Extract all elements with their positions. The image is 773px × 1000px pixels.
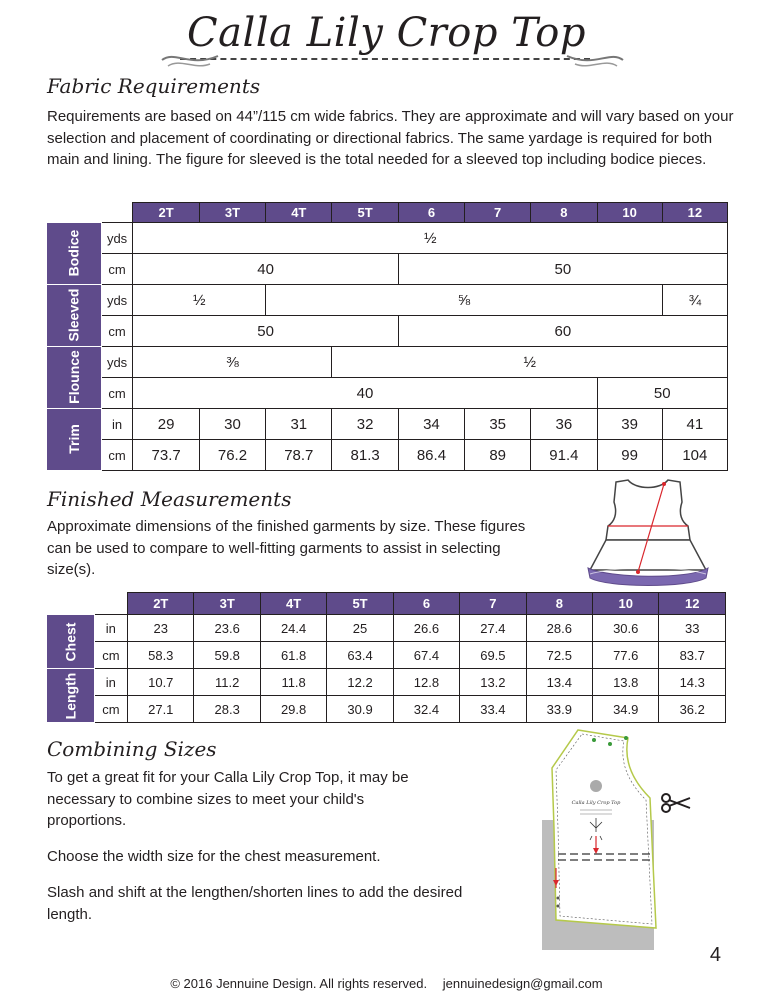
trim-in-cell: 30 [199, 409, 265, 440]
chest-group-label: Chest [47, 615, 95, 669]
chest-cm-cell: 58.3 [128, 642, 194, 669]
sleeved-yds-cell: ½ [133, 285, 266, 316]
trim-in-cell: 36 [531, 409, 597, 440]
combining-sizes-width-tip: Choose the width size for the chest measurement. [47, 848, 381, 865]
size-header-row [47, 593, 726, 615]
sleeved-yds-row [47, 285, 728, 316]
size-header: 3T [194, 593, 260, 615]
unit-label: cm [94, 696, 127, 723]
bodice-cm-cell: 50 [398, 254, 727, 285]
page-number: 4 [709, 944, 721, 966]
chest-cm-cell: 83.7 [659, 642, 726, 669]
trim-in-row [47, 409, 728, 440]
flounce-cm-cell: 40 [133, 378, 597, 409]
flounce-yds-cell: ½ [332, 347, 728, 378]
chest-in-cell: 30.6 [593, 615, 659, 642]
trim-in-cell: 35 [465, 409, 531, 440]
fabric-requirements-heading: Fabric Requirements [47, 74, 261, 98]
combining-sizes-intro: To get a great fit for your Calla Lily Crop Top, it may be necessary to combine sizes to meet your child's proportions. [47, 769, 409, 829]
length-in-cell: 11.8 [260, 669, 326, 696]
chest-cm-cell: 63.4 [327, 642, 393, 669]
unit-label: yds [101, 285, 133, 316]
size-header: 2T [133, 203, 199, 223]
size-header: 7 [465, 203, 531, 223]
footer [0, 976, 773, 991]
length-group-label: Length [47, 669, 95, 723]
chest-in-cell: 24.4 [260, 615, 326, 642]
sleeved-group-label: Sleeved [47, 285, 102, 347]
trim-cm-cell: 91.4 [531, 440, 597, 471]
length-in-cell: 12.2 [327, 669, 393, 696]
title-divider [180, 58, 590, 60]
finished-measurements-text: Approximate dimensions of the finished garments by size. These figures can be used to compare to well-fitting garments to assist in selecting size(s). [47, 518, 526, 578]
size-header: 10 [597, 203, 662, 223]
sleeved-yds-cell: ⅝ [266, 285, 663, 316]
length-cm-cell: 29.8 [260, 696, 326, 723]
length-in-row [47, 669, 726, 696]
trim-in-cell: 41 [662, 409, 727, 440]
finished-measurements-table [46, 592, 726, 723]
fabric-requirements-text: Requirements are based on 44”/115 cm wide fabrics. They are approximate and will vary based on your selection and placement of coordinating or directional fabrics. The same yardage is required for both main and lining. The figure for sleeved is the total needed for a sleeved top including bodice pieces. [47, 108, 734, 168]
size-header: 6 [398, 203, 464, 223]
unit-label: cm [101, 254, 133, 285]
size-header: 6 [393, 593, 459, 615]
unit-label: in [94, 669, 127, 696]
trim-in-cell: 39 [597, 409, 662, 440]
chest-in-cell: 33 [659, 615, 726, 642]
size-header: 5T [332, 203, 398, 223]
crop-top-illustration [578, 478, 718, 586]
trim-cm-row [47, 440, 728, 471]
sleeved-cm-cell: 50 [133, 316, 398, 347]
size-header: 7 [460, 593, 526, 615]
footer-email[interactable]: jennuinedesign@gmail.com [442, 976, 603, 991]
chest-in-cell: 23 [128, 615, 194, 642]
length-cm-cell: 33.4 [460, 696, 526, 723]
size-header: 10 [593, 593, 659, 615]
flounce-yds-row [47, 347, 728, 378]
chest-in-cell: 26.6 [393, 615, 459, 642]
unit-label: cm [101, 440, 133, 471]
length-cm-cell: 30.9 [327, 696, 393, 723]
pattern-piece-label: Calla Lily Crop Top [571, 800, 621, 806]
flounce-group-label: Flounce [47, 347, 102, 409]
trim-cm-cell: 99 [597, 440, 662, 471]
sleeved-cm-cell: 60 [398, 316, 727, 347]
length-cm-cell: 33.9 [526, 696, 592, 723]
right-swash-ornament [565, 48, 625, 70]
trim-in-cell: 31 [266, 409, 332, 440]
length-in-cell: 13.4 [526, 669, 592, 696]
bodice-cm-cell: 40 [133, 254, 398, 285]
scissors-icon [660, 792, 692, 814]
finished-measurements-heading: Finished Measurements [47, 487, 292, 511]
length-in-cell: 11.2 [194, 669, 260, 696]
length-in-cell: 14.3 [659, 669, 726, 696]
size-header: 4T [266, 203, 332, 223]
length-in-cell: 13.8 [593, 669, 659, 696]
combining-sizes-length-tip: Slash and shift at the lengthen/shorten lines to add the desired length. [47, 884, 463, 923]
length-cm-cell: 32.4 [393, 696, 459, 723]
size-header: 8 [526, 593, 592, 615]
size-header: 12 [659, 593, 726, 615]
size-header: 2T [128, 593, 194, 615]
pattern-piece-illustration [538, 728, 698, 956]
trim-in-cell: 29 [133, 409, 199, 440]
left-swash-ornament [160, 48, 220, 70]
unit-label: yds [101, 223, 133, 254]
flounce-yds-cell: ⅜ [133, 347, 332, 378]
bodice-cm-row [47, 254, 728, 285]
size-header: 5T [327, 593, 393, 615]
chest-cm-row [47, 642, 726, 669]
unit-label: in [101, 409, 133, 440]
trim-cm-cell: 76.2 [199, 440, 265, 471]
fabric-requirements-table [46, 202, 728, 471]
trim-cm-cell: 86.4 [398, 440, 464, 471]
chest-in-row [47, 615, 726, 642]
length-in-cell: 13.2 [460, 669, 526, 696]
length-cm-cell: 36.2 [659, 696, 726, 723]
trim-cm-cell: 81.3 [332, 440, 398, 471]
length-cm-cell: 28.3 [194, 696, 260, 723]
size-header: 3T [199, 203, 265, 223]
flounce-cm-cell: 50 [597, 378, 727, 409]
bodice-yds-cell: ½ [133, 223, 728, 254]
chest-in-cell: 28.6 [526, 615, 592, 642]
unit-label: cm [101, 378, 133, 409]
trim-cm-cell: 73.7 [133, 440, 199, 471]
bodice-group-label: Bodice [47, 223, 102, 285]
trim-cm-cell: 89 [465, 440, 531, 471]
page-title: Calla Lily Crop Top [187, 10, 586, 56]
unit-label: in [94, 615, 127, 642]
trim-group-label: Trim [47, 409, 102, 471]
length-cm-cell: 27.1 [128, 696, 194, 723]
chest-in-cell: 27.4 [460, 615, 526, 642]
length-in-cell: 10.7 [128, 669, 194, 696]
chest-cm-cell: 67.4 [393, 642, 459, 669]
unit-label: cm [101, 316, 133, 347]
bodice-yds-row [47, 223, 728, 254]
trim-in-cell: 34 [398, 409, 464, 440]
chest-cm-cell: 61.8 [260, 642, 326, 669]
chest-in-cell: 25 [327, 615, 393, 642]
size-header: 8 [531, 203, 597, 223]
unit-label: yds [101, 347, 133, 378]
chest-cm-cell: 72.5 [526, 642, 592, 669]
footer-copyright: © 2016 Jennuine Design. All rights reserved. [170, 976, 428, 991]
chest-cm-cell: 59.8 [194, 642, 260, 669]
length-cm-cell: 34.9 [593, 696, 659, 723]
length-in-cell: 12.8 [393, 669, 459, 696]
sleeved-cm-row [47, 316, 728, 347]
unit-label: cm [94, 642, 127, 669]
size-header-row [47, 203, 728, 223]
trim-cm-cell: 104 [662, 440, 727, 471]
trim-in-cell: 32 [332, 409, 398, 440]
sleeved-yds-cell: ¾ [662, 285, 727, 316]
size-header: 4T [260, 593, 326, 615]
size-header: 12 [662, 203, 727, 223]
flounce-cm-row [47, 378, 728, 409]
chest-cm-cell: 77.6 [593, 642, 659, 669]
trim-cm-cell: 78.7 [266, 440, 332, 471]
combining-sizes-heading: Combining Sizes [47, 737, 217, 761]
chest-cm-cell: 69.5 [460, 642, 526, 669]
chest-in-cell: 23.6 [194, 615, 260, 642]
length-cm-row [47, 696, 726, 723]
